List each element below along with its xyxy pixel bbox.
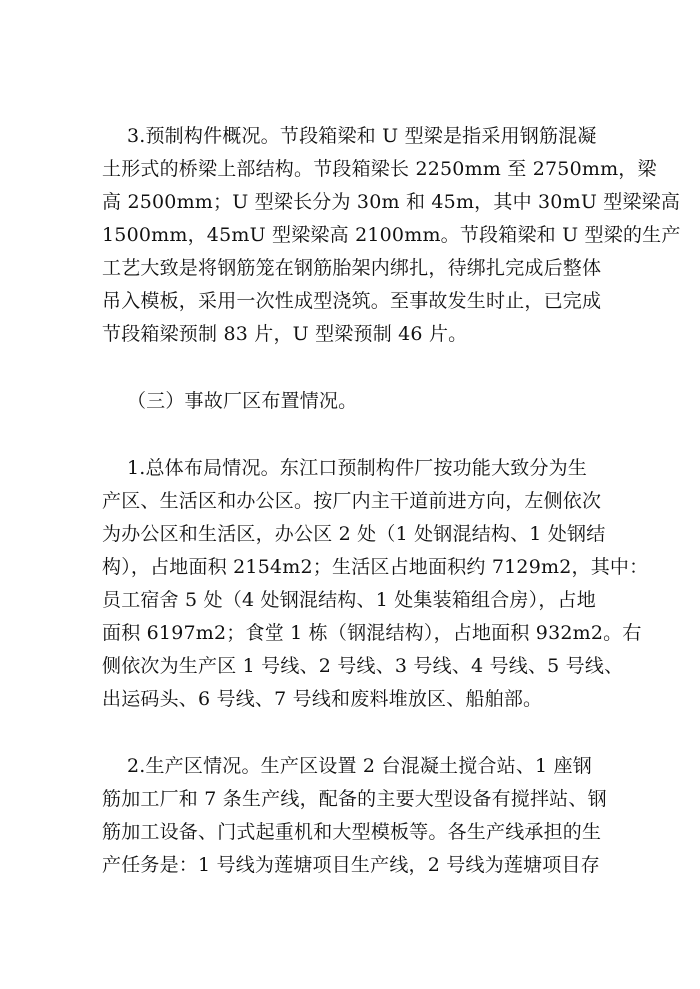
text-line: 工艺大致是将钢筋笼在钢筋胎架内绑扎，待绑扎完成后整体: [102, 257, 602, 279]
text-line: 员工宿舍 5 处（4 处钢混结构、1 处集装箱组合房），占地: [102, 589, 596, 611]
text-line: 土形式的桥梁上部结构。节段箱梁长 2250mm 至 2750mm，梁: [102, 158, 657, 180]
paragraph-overall-layout: [102, 452, 649, 716]
text-line: 吊入模板，采用一次性成型浇筑。至事故发生时止，已完成: [102, 290, 602, 312]
text-line: 出运码头、6 号线、7 号线和废料堆放区、船舶部。: [102, 688, 543, 710]
text-line: 1500mm，45mU 型梁梁高 2100mm。节段箱梁和 U 型梁的生产: [102, 224, 681, 246]
text-line: 产任务是：1 号线为莲塘项目生产线，2 号线为莲塘项目存: [102, 854, 600, 876]
paragraph-precast-components: [102, 120, 681, 351]
text-line: 1.总体布局情况。东江口预制构件厂按功能大致分为生: [102, 457, 588, 479]
text-line: 产区、生活区和办公区。按厂内主干道前进方向，左侧依次: [102, 490, 602, 512]
text-line: 节段箱梁预制 83 片，U 型梁预制 46 片。: [102, 323, 468, 345]
text-line: 侧依次为生产区 1 号线、2 号线、3 号线、4 号线、5 号线、: [102, 655, 624, 677]
text-line: 3.预制构件概况。节段箱梁和 U 型梁是指采用钢筋混凝: [102, 125, 597, 147]
section-heading: （三）事故厂区布置情况。: [102, 390, 358, 412]
text-line: 面积 6197m2；食堂 1 栋（钢混结构），占地面积 932m2。右: [102, 622, 642, 644]
text-line: 为办公区和生活区，办公区 2 处（1 处钢混结构、1 处钢结: [102, 523, 606, 545]
text-line: 高 2500mm；U 型梁长分为 30m 和 45m，其中 30mU 型梁梁高: [102, 191, 681, 213]
paragraph-production-area: [102, 750, 607, 882]
section-heading-plant-layout: [102, 385, 602, 418]
text-line: 筋加工厂和 7 条生产线，配备的主要大型设备有搅拌站、钢: [102, 788, 607, 810]
text-line: 2.生产区情况。生产区设置 2 台混凝土搅合站、1 座钢: [102, 755, 592, 777]
text-line: 构），占地面积 2154m2；生活区占地面积约 7129m2，其中：: [102, 556, 649, 578]
text-line: 筋加工设备、门式起重机和大型模板等。各生产线承担的生: [102, 821, 602, 843]
